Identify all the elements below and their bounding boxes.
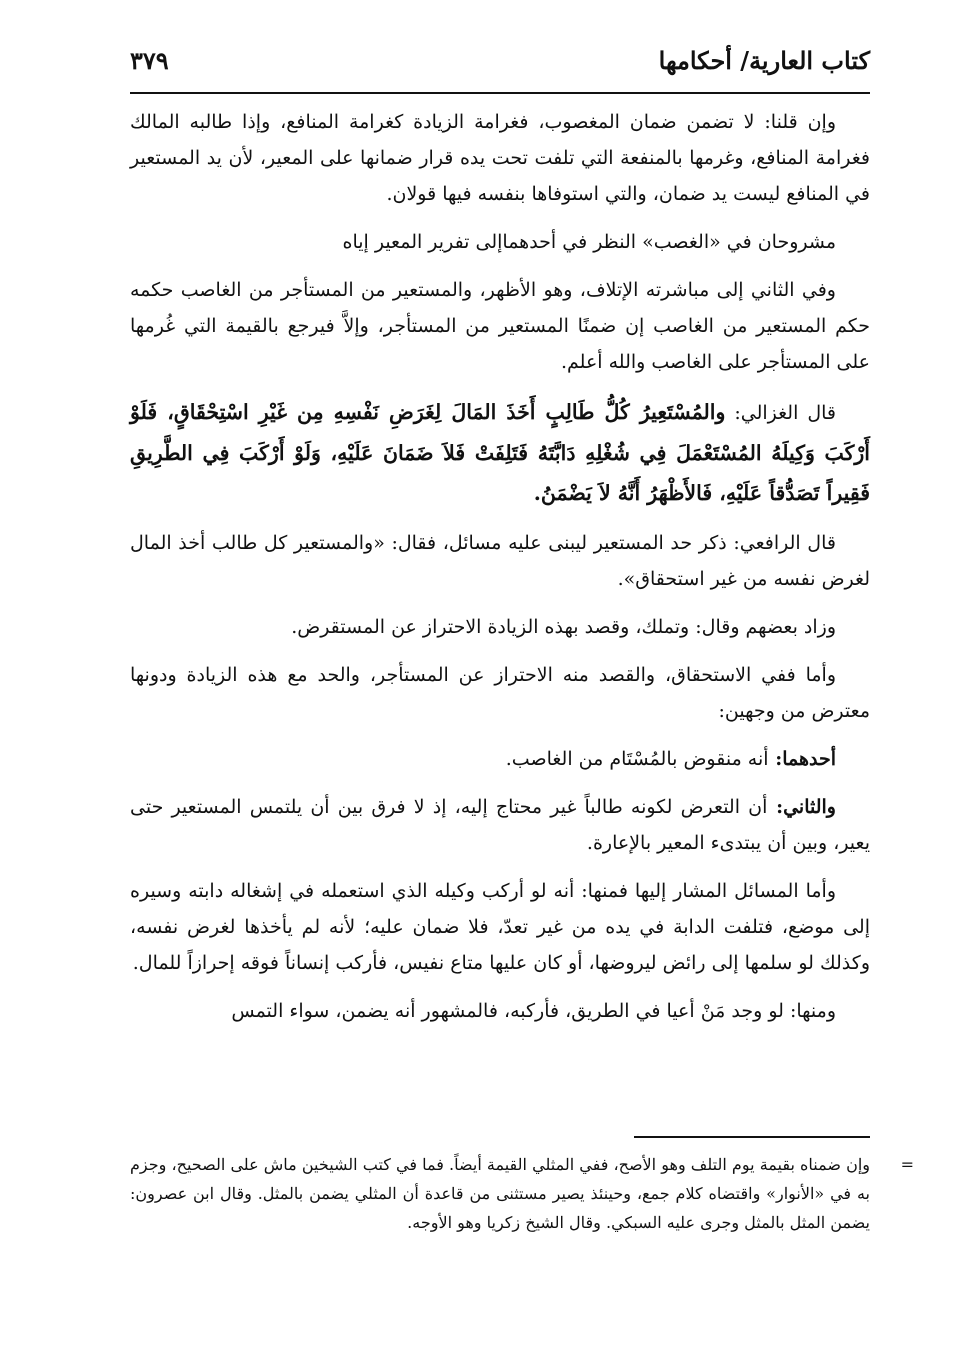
footnote-text: وإن ضمناه بقيمة يوم التلف وهو الأصح، ففي المثلي القيمة أيضاً. فما في كتب الشيخين ماش على الصحيح، وجزم به في «الأنوار» واقتضاه كلام جمع، وحينئذ يصير مستثنى من قاعدة أن المثلي يضمن بالمثل. وقال ابن عصرون: يضمن المثل بالمثل وجرى عليه السبكي. وقال الشيخ زكريا وهو الأوجه. — [130, 1155, 870, 1232]
paragraph: وفي الثاني إلى مباشرته الإتلاف، وهو الأظهر، والمستعير من المستأجر من الغاصب حكمه حكم المستعير من الغاصب إن ضمنًا المستعير من المستأجر، وإلاَّ فيرجع بالقيمة التي غُرمها على المستأجر على الغاصب والله أعلم. — [130, 279, 870, 373]
ghazali-quote — [130, 392, 870, 513]
paragraph: مشروحان في «الغصب» النظر في أحدهماإلى تفرير المعير إياه — [342, 231, 836, 253]
objection-label: والثاني: — [767, 796, 836, 818]
quote-intro: قال الغزالي: — [725, 402, 837, 424]
footnote-continuation-marker: = — [900, 1155, 914, 1174]
objection-one — [130, 741, 870, 777]
objection-text: أنه منقوض بالمُسْتَام من الغاصب. — [505, 748, 769, 770]
paragraph: وإن قلنا: لا تضمن ضمان المغصوب، فغرامة الزيادة كغرامة المنافع، وإذا طالبه المالك فغرامة المنافع، وغرمها بالمنفعة التي تلفت تحت يده قرار ضمانها على المعير، لأن يد المستعير في المنافع ليست يد ضمان، والتي استوفاها بنفسه فيها قولان. — [130, 111, 870, 205]
page-number: ٣٧٩ — [130, 46, 169, 75]
objection-text: أن التعرض لكونه طالباً غير محتاج إليه، إذ لا فرق بين أن يلتمس المستعير حتى يعير، وبين أن يبتدىء المعير بالإعارة. — [130, 796, 870, 854]
main-text — [130, 104, 870, 1041]
running-title: كتاب العارية/ أحكامها — [658, 46, 870, 75]
footnote-area — [130, 1150, 914, 1237]
quote-text: والمُسْتَعِيرُ كُلُّ طَالِبٍ أَخَذَ المَالَ لِغَرَضِ نَفْسِهِ مِن غَيْرِ اسْتِحْقَاقٍ، فَلَوْ أَرْكَبَ وَكِيلَهُ المُسْتَعْمَلَ فِي شُغْلِهِ دَابَّتَهُ فَتَلِفَتْ فَلاَ ضَمَانَ عَلَيْهِ، وَلَوْ أَرْكَبَ فِي الطَّرِيقِ فَقِيراً تَصَدُّقاً عَلَيْهِ، فَالأَظْهَرُ أَنَّهُ لاَ يَضْمَنُ. — [130, 400, 870, 505]
paragraph: قال الرافعي: ذكر حد المستعير ليبنى عليه مسائل، فقال: «والمستعير كل طالب أخذ المال لغرض نفسه من غير استحقاق». — [130, 532, 870, 590]
paragraph: وأما ففي الاستحقاق، والقصد منه الاحتراز عن المستأجر، والحد مع هذه الزيادة ودونها معترض من وجهين: — [130, 664, 870, 722]
footnote-divider — [634, 1136, 870, 1138]
paragraph: وأما المسائل المشار إليها فمنها: أنه لو أركب وكيله الذي استعمله في إشغاله دابته وسيره إلى موضع، فتلفت الدابة في يده من غير تعدّ، فلا ضمان عليه؛ لأنه لم يأخذها لغرض نفسه، وكذلك لو سلمها إلى رائض ليروضها، أو كان عليها متاع نفيس، فأركب إنساناً فوقه إحرازاً للمال. — [130, 880, 870, 974]
paragraph: وزاد بعضهم وقال: وتملك، وقصد بهذه الزيادة الاحتراز عن المستقرض. — [291, 616, 836, 638]
objection-label: أحدهما: — [768, 748, 836, 770]
objection-two — [130, 789, 870, 861]
page-header — [130, 40, 870, 94]
paragraph: ومنها: لو وجد مَنْ أعيا في الطريق، فأركبه، فالمشهور أنه يضمن، سواء التمس — [231, 1000, 836, 1022]
